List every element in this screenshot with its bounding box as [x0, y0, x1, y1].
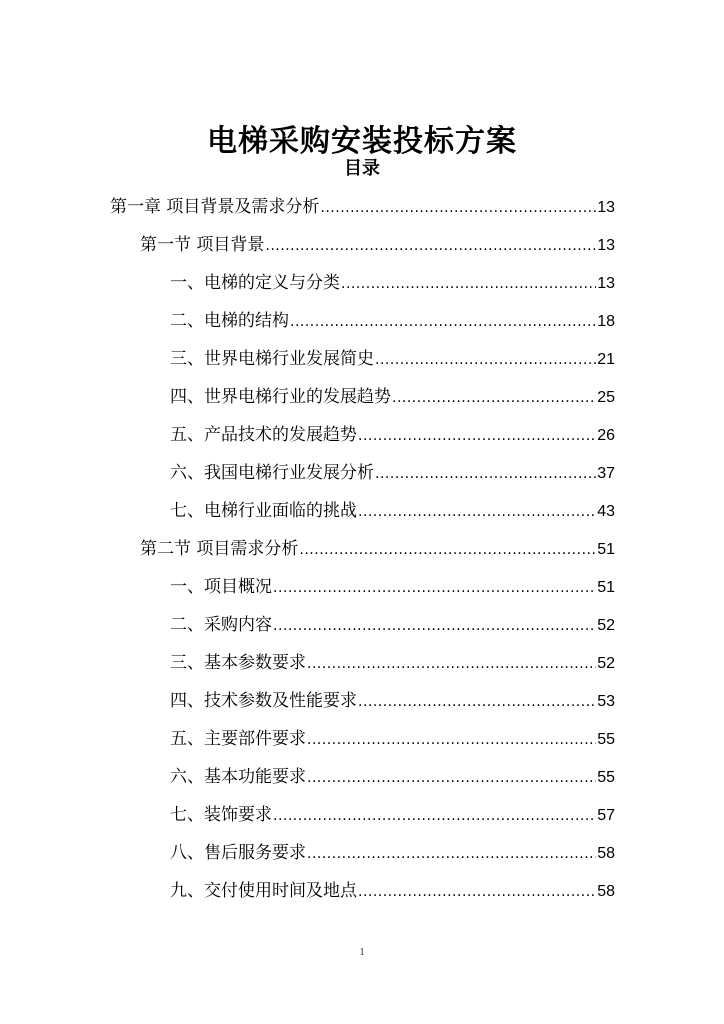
toc-entry-page: 58 [597, 883, 615, 900]
toc-entry-page: 55 [597, 731, 615, 748]
toc-entry-label: 五、产品技术的发展趋势 [170, 425, 357, 445]
toc-entry-page: 13 [597, 275, 615, 292]
toc-dot-leader [307, 648, 596, 680]
toc-entry-page: 37 [597, 465, 615, 482]
toc-dot-leader [358, 420, 596, 452]
toc-entry-label: 七、装饰要求 [170, 805, 272, 825]
toc-entry-page: 57 [597, 807, 615, 824]
toc-dot-leader [299, 534, 596, 566]
toc-dot-leader [307, 762, 596, 794]
toc-dot-leader [307, 838, 596, 870]
toc-entry-label: 四、技术参数及性能要求 [170, 691, 357, 711]
toc-entry-subsection[interactable] [0, 305, 724, 343]
toc-entry-label: 八、售后服务要求 [170, 843, 306, 863]
document-title: 电梯采购安装投标方案 [207, 124, 517, 160]
toc-entry-page: 18 [597, 313, 615, 330]
toc-entry-label: 二、采购内容 [170, 615, 272, 635]
toc-entry-subsection[interactable] [0, 457, 724, 495]
toc-entry-page: 25 [597, 389, 615, 406]
toc-entry-page: 51 [597, 541, 615, 558]
toc-dot-leader [358, 876, 596, 908]
toc-entry-subsection[interactable] [0, 571, 724, 609]
toc-dot-leader [273, 572, 596, 604]
toc-entry-page: 51 [597, 579, 615, 596]
toc-entry-label: 六、基本功能要求 [170, 767, 306, 787]
toc-entry-subsection[interactable] [0, 381, 724, 419]
toc-entry-page: 13 [597, 199, 615, 216]
toc-entry-label: 四、世界电梯行业的发展趋势 [170, 387, 391, 407]
toc-entry-page: 43 [597, 503, 615, 520]
toc-entry-subsection[interactable] [0, 419, 724, 457]
toc-entry-label: 五、主要部件要求 [170, 729, 306, 749]
toc-entry-subsection[interactable] [0, 723, 724, 761]
toc-entry-label: 二、电梯的结构 [170, 311, 289, 331]
toc-entry-page: 55 [597, 769, 615, 786]
toc-entry-label: 第一节 项目背景 [140, 235, 265, 255]
toc-dot-leader [273, 610, 596, 642]
toc-dot-leader [273, 800, 596, 832]
toc-entry-subsection[interactable] [0, 799, 724, 837]
toc-entry-page: 53 [597, 693, 615, 710]
toc-dot-leader [320, 192, 596, 224]
toc-entry-subsection[interactable] [0, 685, 724, 723]
toc-entry-subsection[interactable] [0, 875, 724, 913]
toc-entry-subsection[interactable] [0, 609, 724, 647]
toc-dot-leader [358, 686, 596, 718]
toc-entry-subsection[interactable] [0, 647, 724, 685]
toc-entry-label: 六、我国电梯行业发展分析 [170, 463, 374, 483]
toc-dot-leader [265, 230, 596, 262]
toc-entry-page: 21 [597, 351, 615, 368]
toc-entry-subsection[interactable] [0, 495, 724, 533]
toc-entry-label: 第一章 项目背景及需求分析 [110, 197, 320, 217]
toc-entry-page: 26 [597, 427, 615, 444]
toc-entry-subsection[interactable] [0, 837, 724, 875]
toc-dot-leader [307, 724, 596, 756]
toc-entry-chapter[interactable] [0, 191, 724, 229]
toc-entry-label: 一、项目概况 [170, 577, 272, 597]
toc-entry-subsection[interactable] [0, 343, 724, 381]
toc-entry-label: 九、交付使用时间及地点 [170, 881, 357, 901]
toc-dot-leader [392, 382, 596, 414]
toc-dot-leader [358, 496, 596, 528]
toc-entry-subsection[interactable] [0, 761, 724, 799]
toc-entry-page: 58 [597, 845, 615, 862]
toc-heading: 目录 [344, 158, 380, 179]
toc-entry-label: 一、电梯的定义与分类 [170, 273, 340, 293]
toc-entry-page: 13 [597, 237, 615, 254]
toc-entry-label: 第二节 项目需求分析 [140, 539, 299, 559]
toc-entry-label: 七、电梯行业面临的挑战 [170, 501, 357, 521]
table-of-contents [0, 191, 724, 913]
toc-entry-label: 三、基本参数要求 [170, 653, 306, 673]
page-number: 1 [359, 946, 365, 958]
toc-entry-subsection[interactable] [0, 267, 724, 305]
toc-dot-leader [341, 268, 596, 300]
toc-entry-section[interactable] [0, 229, 724, 267]
toc-dot-leader [290, 306, 596, 338]
toc-entry-page: 52 [597, 617, 615, 634]
toc-dot-leader [375, 344, 596, 376]
toc-dot-leader [375, 458, 596, 490]
toc-entry-label: 三、世界电梯行业发展简史 [170, 349, 374, 369]
toc-entry-page: 52 [597, 655, 615, 672]
toc-entry-section[interactable] [0, 533, 724, 571]
